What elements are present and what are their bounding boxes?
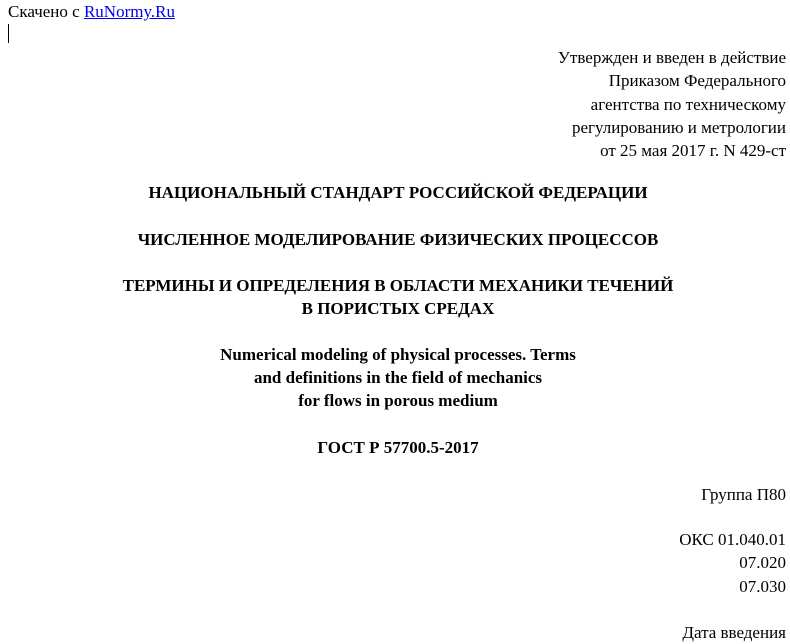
approval-line: агентства по техническому — [590, 94, 786, 114]
standard-designation: ГОСТ Р 57700.5-2017 — [317, 438, 479, 457]
topic-heading — [0, 274, 790, 320]
oks-codes — [679, 528, 786, 598]
approval-block — [558, 46, 786, 162]
topic-line: ТЕРМИНЫ И ОПРЕДЕЛЕНИЯ В ОБЛАСТИ МЕХАНИКИ ТЕЧЕНИЙ — [122, 276, 674, 295]
english-title-line: for flows in porous medium — [298, 391, 498, 410]
topic-line: В ПОРИСТЫХ СРЕДАХ — [301, 299, 495, 318]
text-cursor — [8, 24, 9, 43]
group-code: Группа П80 — [701, 485, 786, 504]
source-prefix: Скачено с — [8, 2, 80, 21]
national-standard-heading: НАЦИОНАЛЬНЫЙ СТАНДАРТ РОССИЙСКОЙ ФЕДЕРАЦИИ — [148, 183, 648, 202]
english-title-line: and definitions in the field of mechanics — [253, 368, 543, 387]
runormy-link[interactable]: RuNormy.Ru — [83, 2, 175, 21]
intro-date-label: Дата введения — [682, 623, 786, 642]
english-title-line: Numerical modeling of physical processes. Terms — [220, 345, 576, 364]
oks-line: 07.020 — [739, 553, 786, 573]
source-line — [8, 2, 175, 22]
oks-line: 07.030 — [739, 576, 786, 596]
approval-line: регулированию и метрологии — [571, 117, 786, 137]
approval-line: от 25 мая 2017 г. N 429-ст — [600, 141, 786, 161]
subject-heading: ЧИСЛЕННОЕ МОДЕЛИРОВАНИЕ ФИЗИЧЕСКИХ ПРОЦЕССОВ — [137, 230, 659, 249]
approval-line: Приказом Федерального — [608, 71, 786, 91]
english-title — [0, 343, 790, 412]
approval-line: Утвержден и введен в действие — [557, 48, 786, 67]
oks-line: ОКС 01.040.01 — [679, 530, 786, 549]
